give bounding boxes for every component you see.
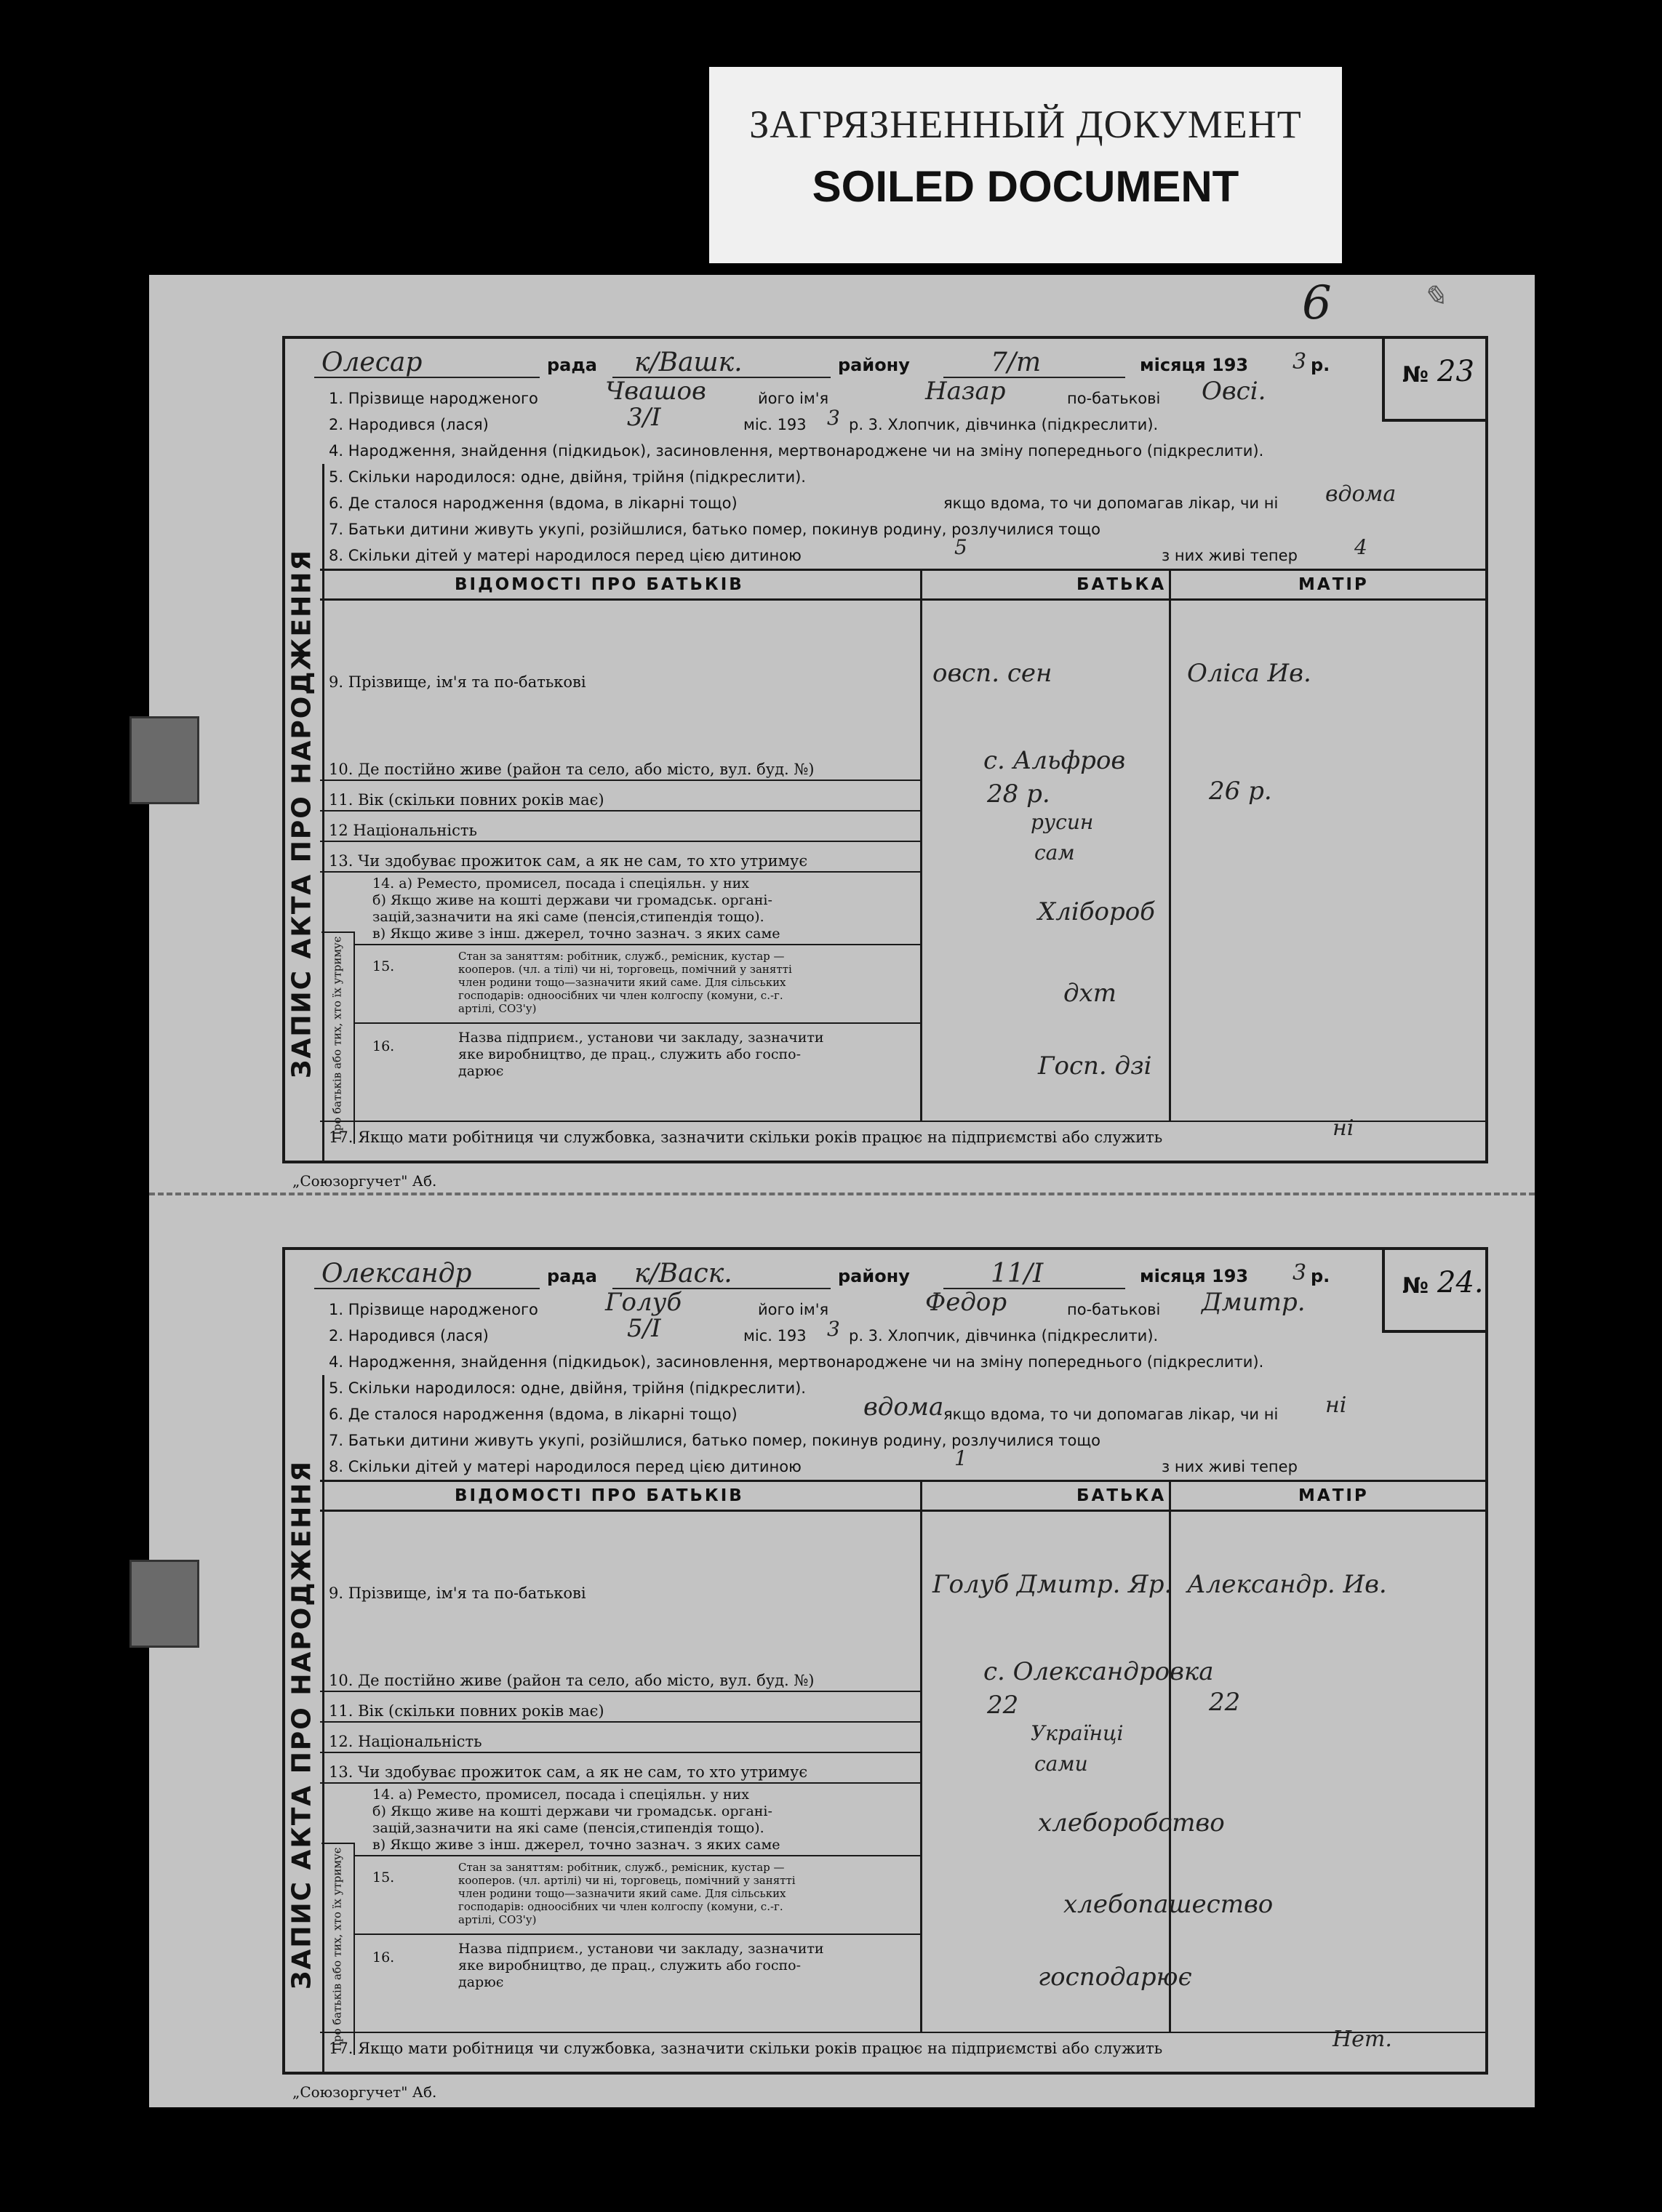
row-6-doctor-label: якщо вдома, то чи допомагав лікар, чи ні [943,1406,1279,1423]
birth-record-form-2 [282,1247,1488,2101]
item-17: 17. Якщо мати робітниця чи службовка, зазначити скільки років працює на підприємстві або служить [329,1129,1163,1146]
hw-birth-day: 3/I [627,403,661,432]
hw-livelihood: сами [1034,1752,1088,1776]
item-15-line-1: Стан за заняттям: робітник, служб., ремісник, кустар — [458,1861,785,1874]
item-15-line-3: член родини тощо—зазначити який саме. Для сільських [458,976,786,989]
row-5-label: 5. Скільки народилося: одне, двійня, трійня (підкреслити). [329,1379,806,1397]
row-7-label: 7. Батьки дитини живуть укупі, розійшлися, батько помер, покинув родину, розлучилися тощо [329,1432,1100,1449]
item-16-line-1: Назва підприєм., установи чи закладу, зазначити [458,1941,824,1957]
form-header [300,1257,1398,1289]
row-2-month [743,1327,807,1345]
row-2-sex-label: р. 3. Хлопчик, дівчинка (підкреслити). [849,1327,1159,1345]
item-14-line-d: в) Якщо живе з інш. джерел, точно зазнач. з яких саме [372,1837,780,1853]
hw-father-age: 22 [987,1691,1019,1720]
hw-workplace: Госп. дзі [1038,1051,1152,1081]
row-2 [329,416,489,433]
hw-livelihood: сам [1034,841,1075,865]
label-english: SOILED DOCUMENT [812,162,1239,211]
row-1-name-label: його ім'я [758,1301,829,1318]
row-1-name-label: його ім'я [758,390,829,407]
subbar-label: Про батьків або тих, хто їх утримує [330,1847,344,2052]
row-1-name [758,390,828,407]
row-6 [329,1406,738,1423]
form-sidebar [282,1375,324,2075]
hw-birthplace: вдома [863,1392,944,1422]
hw-children-alive: 4 [1354,535,1367,559]
row-4-label: 4. Народження, знайдення (підкидьок), засиновлення, мертвонароджене чи на зміну попереднього (підкреслити). [329,442,1264,460]
item-14-line-a: 14. а) Реместо, промисел, посада і спеціяльн. у них [372,875,750,891]
parents-subbar [321,1843,355,2055]
hw-surname: Голуб [605,1288,682,1317]
soiled-document-label [709,67,1342,263]
item-14-line-c: зацій,зазначити на які саме (пенсія,стипендія тощо). [372,909,764,925]
rayon-label: району [838,355,910,375]
row-1-name [758,1301,828,1318]
form-header [300,346,1398,378]
col-divider-2 [1169,569,1171,1121]
rada-label: рада [547,355,597,375]
row-8-alive [1162,547,1298,564]
hw-surname: Чвашов [605,377,706,406]
sidebar-title: ЗАПИС АКТА ПРО НАРОДЖЕННЯ [287,548,317,1079]
item-15-line-2: кооперов. (чл. артілі) чи ні, торговець, помічний у занятті [458,1874,796,1887]
item-15-line-4: господарів: одноосібних чи член колгоспу (комуни, с.-г. [458,989,783,1002]
hw-mother-work: ні [1333,1115,1354,1141]
binding-tab-bottom [129,1560,199,1648]
item-14-line-c: зацій,зазначити на які саме (пенсія,стипендія тощо). [372,1820,764,1836]
item-14-line-d: в) Якщо живе з інш. джерел, точно зазнач. з яких саме [372,926,780,942]
hw-day: 7/т [991,348,1042,377]
item-16-line-3: дарює [458,1063,504,1079]
subbar-label: Про батьків або тих, хто їх утримує [330,936,344,1141]
hw-residence: с. Олександровка [983,1657,1214,1686]
item-12: 12. Національність [329,1733,482,1750]
sidebar-title: ЗАПИС АКТА ПРО НАРОДЖЕННЯ [287,1459,317,1990]
hw-rayon: к/Васк. [634,1259,732,1289]
row-1-patronymic [1067,1301,1160,1318]
parents-table-header [320,1480,1485,1512]
row-1-patronymic [1067,390,1160,407]
row-2-sex-label: р. 3. Хлопчик, дівчинка (підкреслити). [849,416,1159,433]
rule [320,1752,920,1753]
row-5 [329,1379,806,1397]
row-1 [329,390,538,407]
row-1-label: 1. Прізвище народженого [329,390,538,407]
hw-doctor: ні [1325,1392,1347,1418]
corner-mark: ✎ [1422,280,1447,313]
rayon-label: району [838,1266,910,1286]
item-12: 12 Національність [329,822,477,839]
item-9: 9. Прізвище, ім'я та по-батькові [329,1584,586,1602]
hw-nationality: Українці [1031,1721,1124,1745]
rule [353,1855,920,1856]
hw-mother-work: Нет. [1333,2027,1392,2052]
hw-children-count: 5 [954,535,967,559]
form-sidebar [282,464,324,1163]
item-14 [372,1787,780,1854]
hw-doctor: вдома [1325,481,1397,507]
row-6 [329,494,738,512]
rule [320,1721,920,1723]
item-9: 9. Прізвище, ім'я та по-батькові [329,673,586,691]
month-label: місяця 193 [1140,1266,1249,1286]
item-10: 10. Де постійно живе (район та село, або місто, вул. буд. №) [329,1672,815,1689]
row-6-label: 6. Де сталося народження (вдома, в лікарні тощо) [329,1406,738,1423]
rule [320,841,920,842]
row-1-label: 1. Прізвище народженого [329,1301,538,1318]
row-1 [329,1301,538,1318]
page-number: 6 [1302,276,1332,330]
row-1-patronymic-label: по-батькові [1067,390,1161,407]
item-14-line-b: б) Якщо живе на коштi держави чи громадськ. органі- [372,1803,772,1819]
item-16-line-2: яке виробництво, де прац., служить або госпо- [458,1957,802,1973]
row-1-patronymic-label: по-батькові [1067,1301,1161,1318]
hw-birth-year: 3 [827,406,840,430]
rule [320,780,920,781]
item-17: 17. Якщо мати робітниця чи службовка, зазначити скільки років працює на підприємстві або служить [329,2040,1163,2057]
record-number: 24. [1437,1266,1484,1299]
item-11: 11. Вік (скільки повних років має) [329,1702,604,1720]
row-8-alive-label: з них живі тепер [1162,1458,1298,1475]
row-8-alive-label: з них живі тепер [1162,547,1298,564]
row-6-label: 6. Де сталося народження (вдома, в лікарні тощо) [329,494,738,512]
item-16-num: 16. [372,1038,395,1054]
header-father: БАТЬКА [1076,1486,1167,1505]
item-15-line-2: кооперов. (чл. а тілі) чи ні, торговець, помічний у занятті [458,963,792,976]
row-2-month-label: міс. 193 [743,416,807,433]
hw-birth-day: 5/I [627,1314,661,1343]
record-number-box [1382,336,1488,422]
hw-mother-age: 22 [1209,1688,1241,1717]
item-15-num: 15. [372,1870,395,1886]
hw-year: 3 [1293,1260,1307,1286]
row-8 [329,1458,802,1475]
hw-council: Олесар [321,348,423,377]
item-15-line-1: Стан за заняттям: робітник, служб., ремісник, кустар — [458,950,785,963]
item-16 [458,1941,824,1991]
row-2-month-label: міс. 193 [743,1327,807,1345]
underline [314,1288,540,1289]
rule [353,1934,920,1935]
hw-patronymic: Дмитр. [1202,1288,1306,1317]
rule [320,810,920,812]
item-11: 11. Вік (скільки повних років має) [329,791,604,809]
row-4 [329,442,1263,460]
rule [320,871,920,873]
hw-mother-name: Александр. Ив. [1187,1570,1387,1599]
item-15-line-3: член родини тощо—зазначити який саме. Для сільських [458,1887,786,1900]
col-divider-1 [920,1480,922,2032]
hw-birth-year: 3 [827,1317,840,1341]
item-16 [458,1030,824,1080]
form-footer: „Союзоргучет" Аб. [292,2083,437,2101]
hw-residence: с. Альфров [983,746,1126,775]
birth-record-form-1 [282,336,1488,1190]
row-8-label: 8. Скільки дітей у матері народилося перед цією дитиною [329,547,802,564]
row-5 [329,468,806,486]
row-2-sex [849,1327,1158,1345]
number-sign: № [1402,362,1429,388]
fold-line [149,1193,1535,1195]
item-15 [458,1861,796,1926]
row-7 [329,1432,1100,1449]
row-2 [329,1327,489,1345]
header-info: ВІДОМОСТІ ПРО БАТЬКІВ [455,575,744,594]
hw-mother-age: 26 р. [1209,777,1272,806]
hw-patronymic: Овсі. [1202,377,1266,406]
row-4 [329,1353,1263,1371]
row-5-label: 5. Скільки народилося: одне, двійня, трійня (підкреслити). [329,468,806,486]
row-2-sex [849,416,1158,433]
row-6-doctor [943,1406,1278,1423]
form-footer: „Союзоргучет" Аб. [292,1172,437,1190]
hw-children-count: 1 [954,1446,967,1470]
item-16-num: 16. [372,1949,395,1965]
month-label: місяця 193 [1140,355,1249,375]
item-16-line-1: Назва підприєм., установи чи закладу, зазначити [458,1030,824,1046]
item-14-line-a: 14. а) Реместо, промисел, посада і спеціяльн. у них [372,1787,750,1803]
label-russian: ЗАГРЯЗНЕННЫЙ ДОКУМЕНТ [749,103,1302,146]
hw-year: 3 [1293,349,1307,374]
hw-day: 11/I [991,1259,1044,1289]
hw-given-name: Назар [925,377,1006,406]
item-13: 13. Чи здобуває прожиток сам, а як не сам, то хто утримує [329,1763,808,1781]
year-suffix: р. [1311,355,1330,375]
rule [320,1782,920,1784]
item-14-line-b: б) Якщо живе на коштi держави чи громадськ. органі- [372,892,772,908]
rule [353,1022,920,1024]
row-8 [329,547,802,564]
row-8-label: 8. Скільки дітей у матері народилося перед цією дитиною [329,1458,802,1475]
parents-table-header [320,569,1485,601]
item-10: 10. Де постійно живе (район та село, або місто, вул. буд. №) [329,761,815,778]
hw-occupation: хлеборобство [1038,1808,1225,1838]
rada-label: рада [547,1266,597,1286]
row-6-doctor [943,494,1278,512]
hw-council: Олександр [321,1259,472,1289]
binding-tab-top [129,716,199,804]
rule [320,1121,1485,1122]
item-15-num: 15. [372,958,395,974]
item-15-line-5: артілі, СОЗ'у) [458,1002,537,1015]
hw-nationality: русин [1031,810,1094,834]
rule [353,944,920,945]
item-16-line-2: яке виробництво, де прац., служить або госпо- [458,1046,802,1062]
row-2-label: 2. Народився (лася) [329,1327,489,1345]
col-divider-2 [1169,1480,1171,2032]
hw-occupation: Хлібороб [1038,897,1155,926]
hw-given-name: Федор [925,1288,1007,1317]
item-14 [372,875,780,942]
item-13: 13. Чи здобуває прожиток сам, а як не сам, то хто утримує [329,852,808,870]
item-15-line-4: господарів: одноосібних чи член колгоспу (комуни, с.-г. [458,1900,783,1913]
number-sign: № [1402,1273,1429,1299]
rule [320,2032,1485,2033]
year-suffix: р. [1311,1266,1330,1286]
parents-subbar [321,931,355,1144]
rule [320,1691,920,1692]
row-8-alive [1162,1458,1298,1475]
row-7-label: 7. Батьки дитини живуть укупі, розійшлися, батько помер, покинув родину, розлучилися тощо [329,521,1100,538]
item-16-line-3: дарює [458,1974,504,1990]
item-15-line-5: артілі, СОЗ'у) [458,1913,537,1926]
header-father: БАТЬКА [1076,575,1167,594]
hw-father-name: Голуб Дмитр. Яр. [932,1570,1172,1599]
row-2-label: 2. Народився (лася) [329,416,489,433]
record-number-box [1382,1247,1488,1333]
hw-workplace: господарює [1038,1963,1192,1992]
item-15 [458,950,792,1015]
header-mother: МАТІР [1298,1486,1369,1505]
header-mother: МАТІР [1298,575,1369,594]
hw-mother-name: Оліса Ив. [1187,659,1311,688]
hw-rayon: к/Вашк. [634,348,743,377]
hw-employment-status: хлебопашество [1063,1890,1274,1919]
col-divider-1 [920,569,922,1121]
row-6-doctor-label: якщо вдома, то чи допомагав лікар, чи ні [943,494,1279,512]
hw-father-age: 28 р. [987,780,1050,809]
hw-employment-status: дхт [1063,979,1116,1008]
record-number: 23 [1437,355,1474,388]
header-info: ВІДОМОСТІ ПРО БАТЬКІВ [455,1486,744,1505]
row-4-label: 4. Народження, знайдення (підкидьок), засиновлення, мертвонароджене чи на зміну попереднього (підкреслити). [329,1353,1264,1371]
hw-father-name: овсп. сен [932,659,1052,688]
row-2-month [743,416,807,433]
row-7 [329,521,1100,538]
underline [314,377,540,378]
